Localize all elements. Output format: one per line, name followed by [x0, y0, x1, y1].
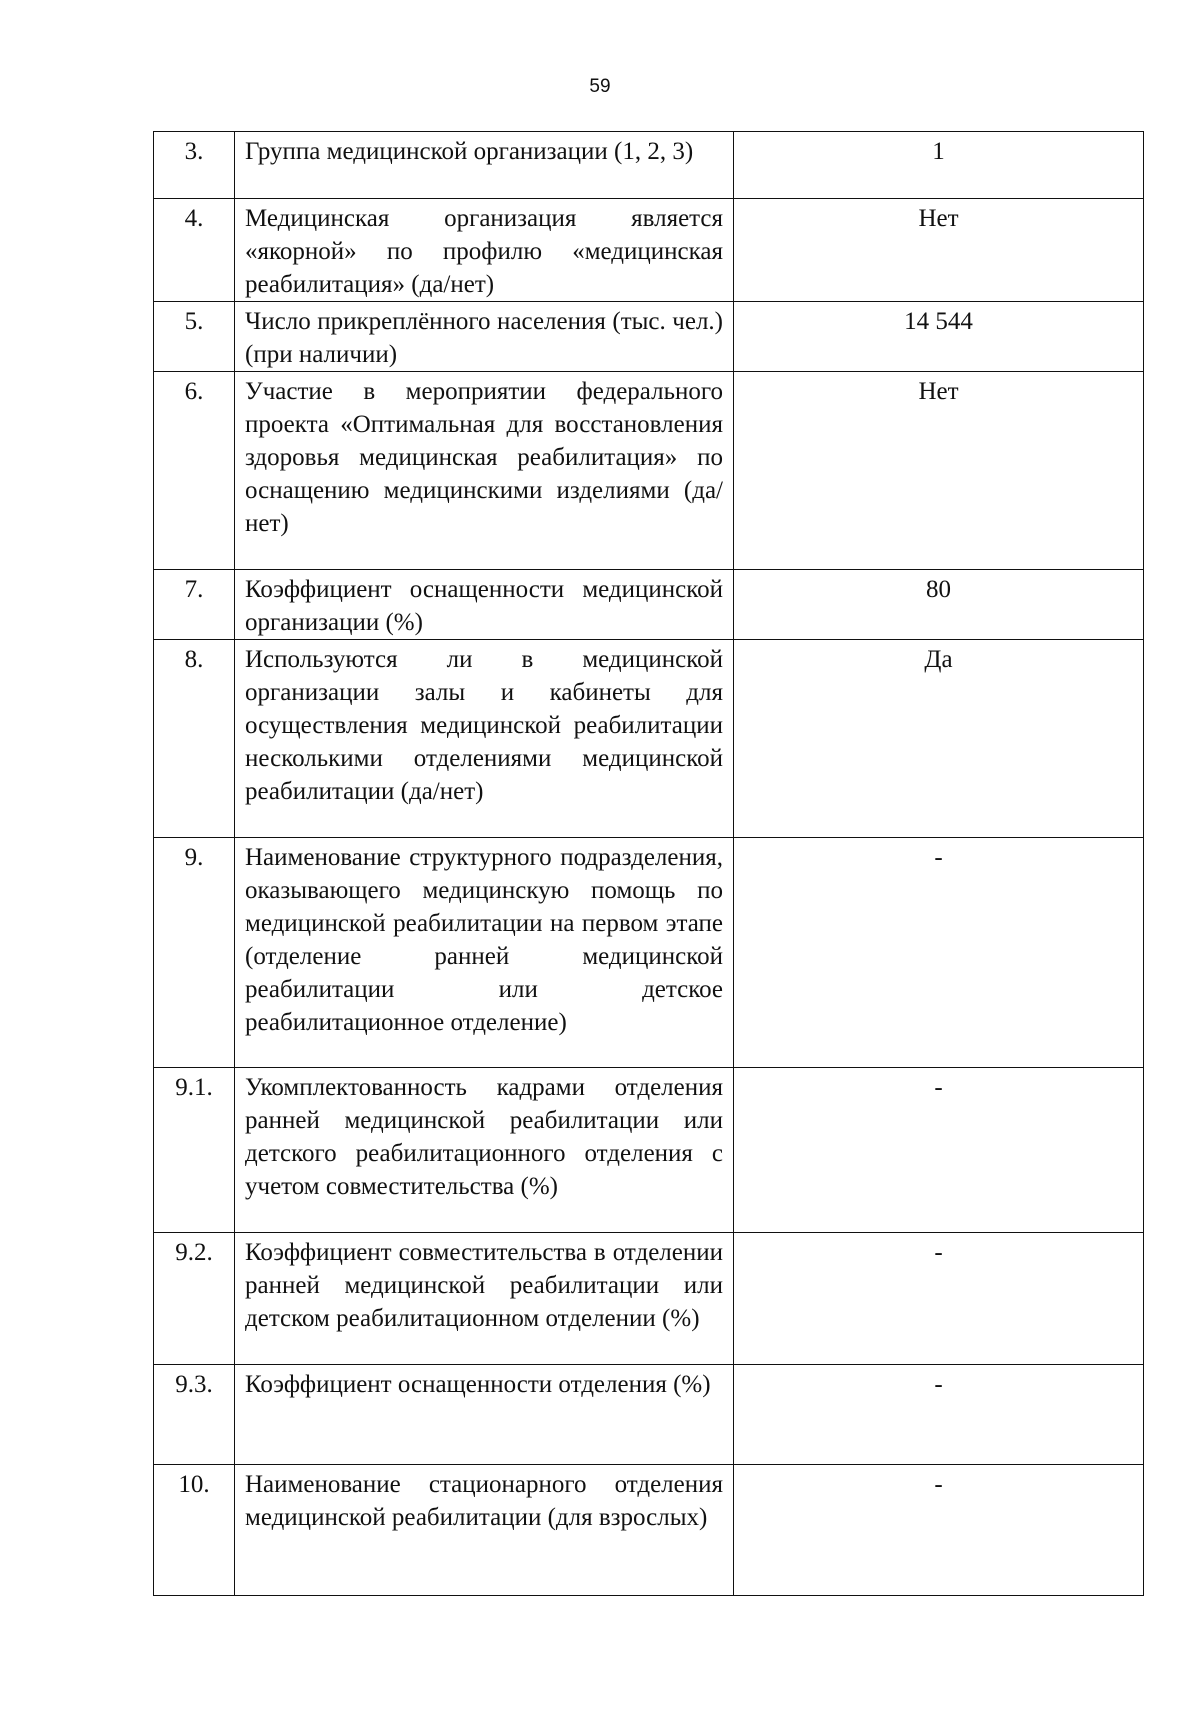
row-description: Коэффициент оснащенности медицинской организации (%): [235, 570, 734, 640]
row-description: Наименование структурного подразделения, оказывающего медицинскую помощь по медицинской реабилитации на первом этапе (отделение ранней медицинской реабилитации или детское реабилитационное отделение): [235, 838, 734, 1068]
row-description: Используются ли в медицинской организации залы и кабинеты для осуществления медицинской реабилитации несколькими отделениями медицинской реабилитации (да/нет): [235, 640, 734, 838]
row-value: -: [734, 838, 1144, 1068]
row-description: Медицинская организация является «якорной» по профилю «медицинская реабилитация» (да/нет): [235, 199, 734, 302]
table-row: [154, 372, 1144, 570]
row-number: 9.2.: [154, 1233, 235, 1365]
row-number: 7.: [154, 570, 235, 640]
row-description: Укомплектованность кадрами отделения ранней медицинской реабилитации или детского реабилитационного отделения с учетом совместительства (%): [235, 1068, 734, 1233]
row-value: -: [734, 1365, 1144, 1465]
row-value: Да: [734, 640, 1144, 838]
row-number: 9.1.: [154, 1068, 235, 1233]
row-value: 14 544: [734, 302, 1144, 372]
row-description: Наименование стационарного отделения медицинской реабилитации (для взрослых): [235, 1465, 734, 1596]
row-description: Коэффициент оснащенности отделения (%): [235, 1365, 734, 1465]
row-value: 80: [734, 570, 1144, 640]
table-row: [154, 838, 1144, 1068]
row-description: Группа медицинской организации (1, 2, 3): [235, 132, 734, 199]
row-description: Число прикреплённого населения (тыс. чел.) (при наличии): [235, 302, 734, 372]
row-value: -: [734, 1068, 1144, 1233]
row-value: -: [734, 1233, 1144, 1365]
indicators-table: [153, 131, 1144, 1596]
row-value: Нет: [734, 372, 1144, 570]
row-number: 4.: [154, 199, 235, 302]
row-description: Коэффициент совместительства в отделении ранней медицинской реабилитации или детском реабилитационном отделении (%): [235, 1233, 734, 1365]
row-number: 5.: [154, 302, 235, 372]
table-row: [154, 132, 1144, 199]
row-value: Нет: [734, 199, 1144, 302]
row-value: -: [734, 1465, 1144, 1596]
table-row: [154, 570, 1144, 640]
table-row: [154, 640, 1144, 838]
row-number: 3.: [154, 132, 235, 199]
page-number: 59: [589, 76, 611, 97]
row-value: 1: [734, 132, 1144, 199]
row-number: 6.: [154, 372, 235, 570]
table-row: [154, 1068, 1144, 1233]
table-row: [154, 302, 1144, 372]
row-number: 10.: [154, 1465, 235, 1596]
row-description: Участие в мероприятии федерального проекта «Оптимальная для восстановления здоровья медицинская реабилитация» по оснащению медицинскими изделиями (да/нет): [235, 372, 734, 570]
row-number: 9.: [154, 838, 235, 1068]
row-number: 9.3.: [154, 1365, 235, 1465]
table-row: [154, 199, 1144, 302]
row-number: 8.: [154, 640, 235, 838]
table-row: [154, 1233, 1144, 1365]
table-row: [154, 1465, 1144, 1596]
table-row: [154, 1365, 1144, 1465]
